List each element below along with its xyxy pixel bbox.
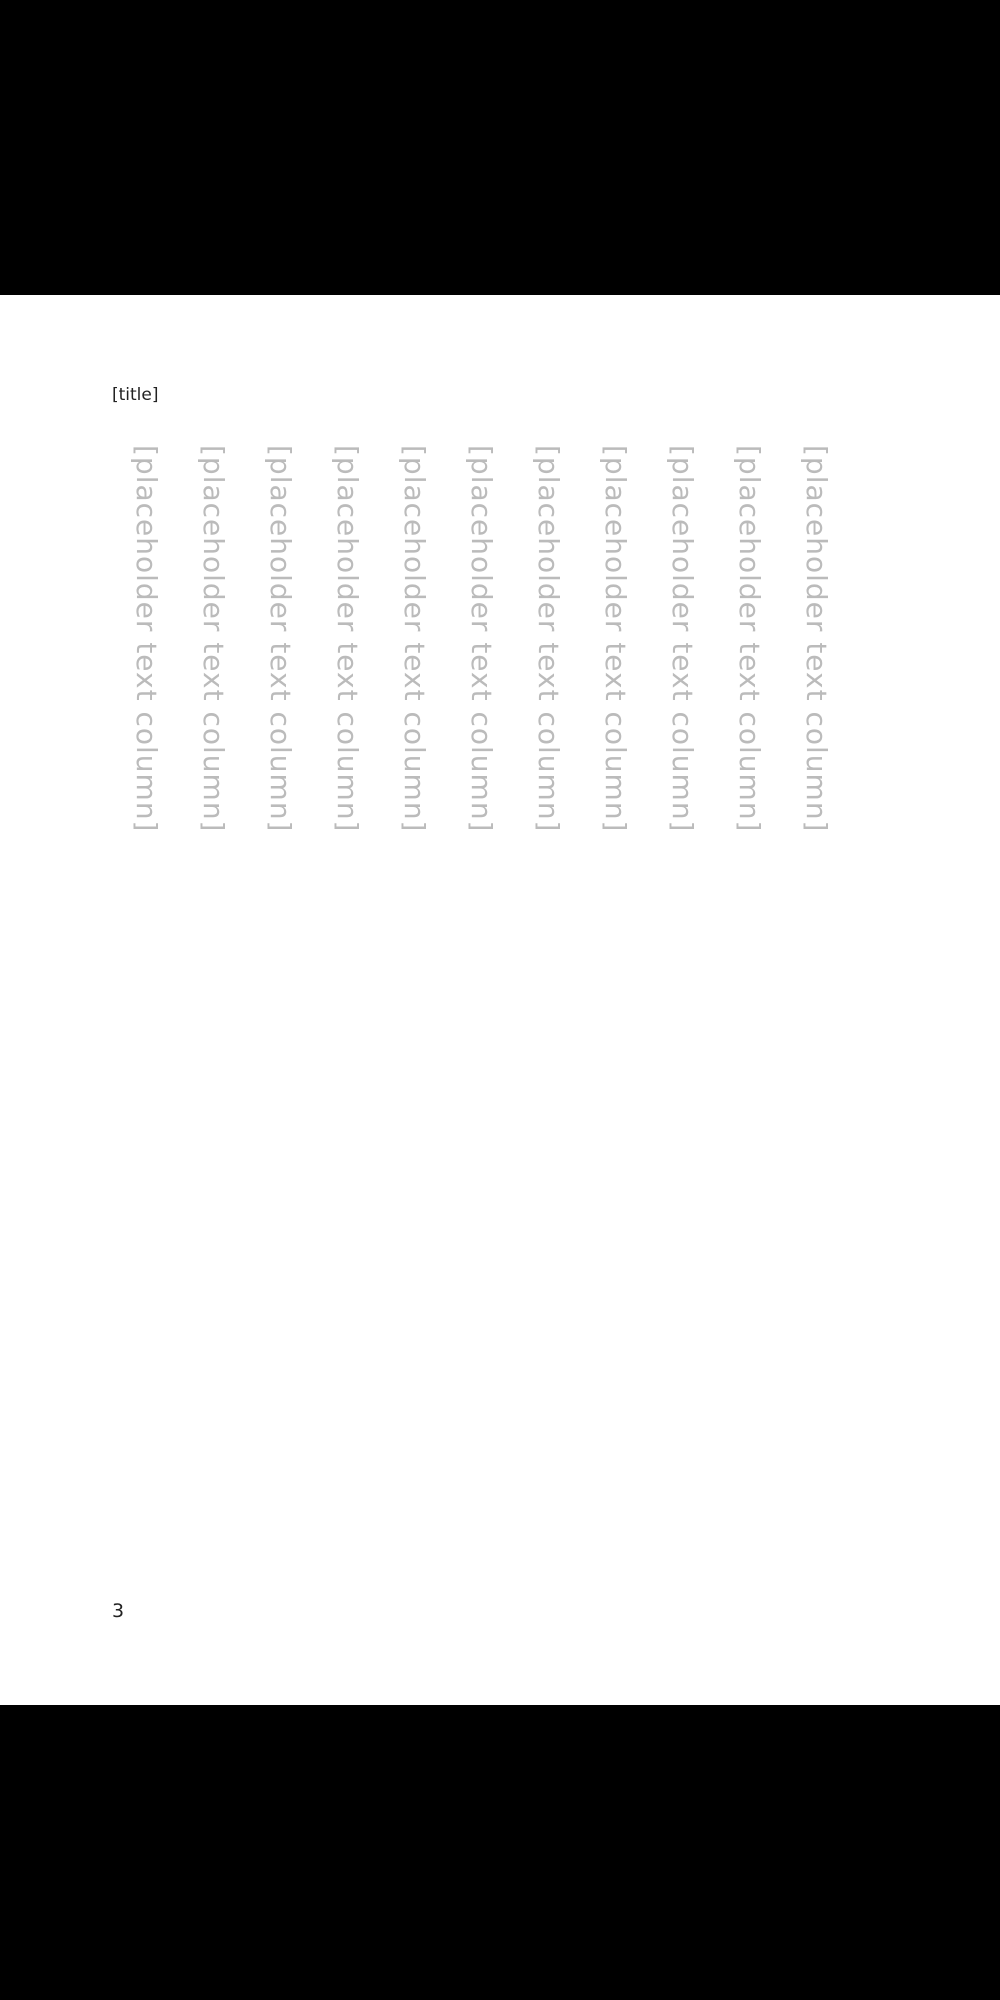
text-column: [placeholder text column]	[800, 445, 833, 833]
text-column: [placeholder text column]	[398, 445, 431, 833]
text-column: [placeholder text column]	[197, 445, 230, 833]
vertical-body-text	[110, 445, 850, 1555]
page-number: 3	[112, 1600, 125, 1622]
running-header: [title]	[112, 385, 159, 405]
text-column: [placeholder text column]	[465, 445, 498, 833]
text-column: [placeholder text column]	[599, 445, 632, 833]
text-column: [placeholder text column]	[733, 445, 766, 833]
text-column: [placeholder text column]	[532, 445, 565, 833]
text-column: [placeholder text column]	[331, 445, 364, 833]
text-column: [placeholder text column]	[130, 445, 163, 833]
book-page	[0, 295, 1000, 1705]
text-column: [placeholder text column]	[264, 445, 297, 833]
text-column: [placeholder text column]	[666, 445, 699, 833]
